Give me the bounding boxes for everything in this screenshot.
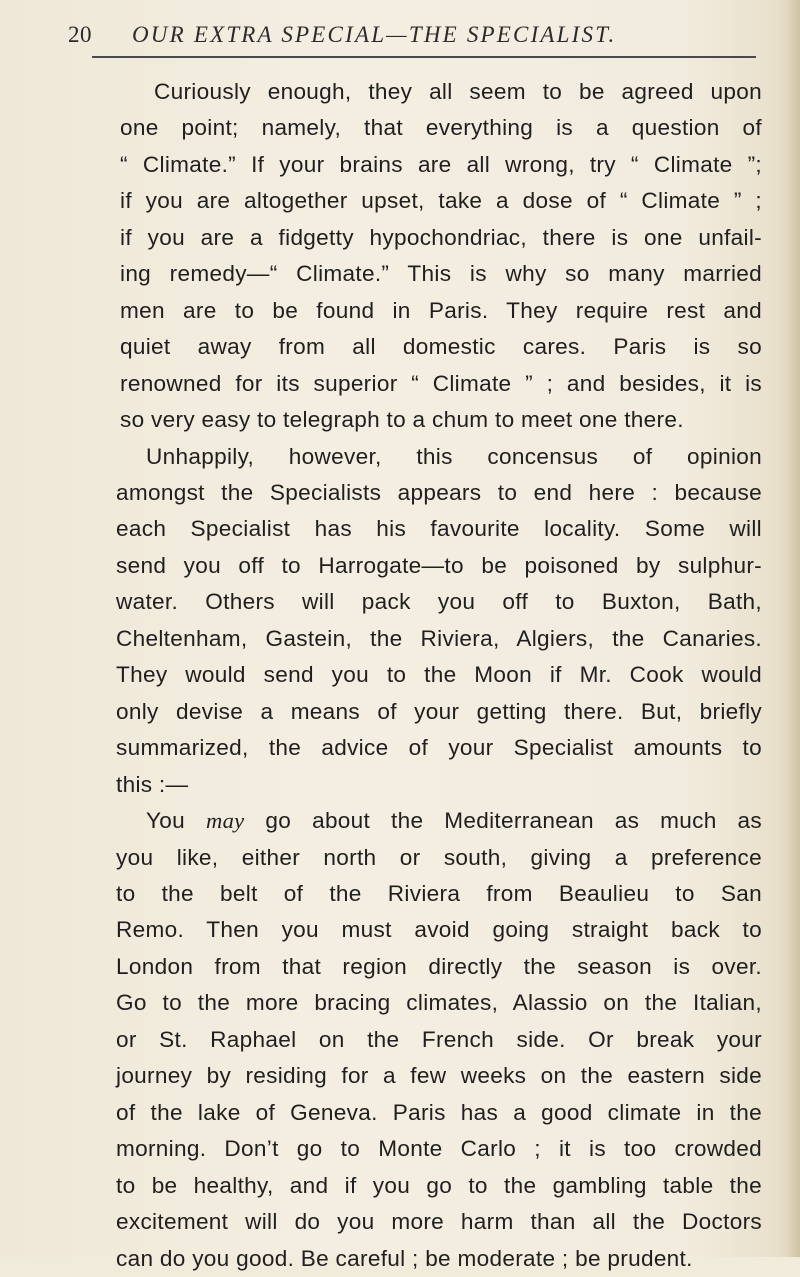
text-line: journey by residing for a few weeks on the eastern side: [116, 1063, 762, 1089]
text-line: excitement will do you more harm than all the Doctors: [116, 1209, 762, 1235]
text-line: renowned for its superior “ Climate ” ; and besides, it is: [120, 370, 762, 396]
text-line: so very easy to telegraph to a chum to meet one there.: [120, 407, 684, 433]
text-line: one point; namely, that everything is a question of: [120, 115, 762, 141]
header-rule: [92, 56, 756, 58]
text-line: or St. Raphael on the French side. Or break your: [116, 1026, 762, 1052]
paragraph-2: [86, 439, 762, 804]
text-line: “ Climate.” If your brains are all wrong, try “ Climate ”;: [120, 151, 762, 177]
text-line: each Specialist has his favourite locality. Some will: [116, 516, 762, 542]
page-edge-shadow: [786, 0, 800, 1257]
running-title: OUR EXTRA SPECIAL—THE SPECIALIST.: [132, 22, 617, 47]
text-line: to be healthy, and if you go to the gambling table the: [116, 1172, 762, 1198]
text-fragment: You: [146, 808, 206, 834]
text-line: amongst the Specialists appears to end here : because: [116, 479, 762, 505]
text-line: Unhappily, however, this concensus of opinion: [146, 443, 762, 469]
text-line: [86, 803, 762, 839]
text-line: morning. Don’t go to Monte Carlo ; it is too crowded: [116, 1136, 762, 1162]
text-line: London from that region directly the season is over.: [116, 953, 762, 979]
text-line: only devise a means of your getting there. But, briefly: [116, 698, 762, 724]
text-line: men are to be found in Paris. They require rest and: [120, 297, 762, 323]
text-fragment: go about the Mediterranean as much as: [244, 808, 762, 834]
paragraph-3: [86, 803, 762, 1277]
text-line: Remo. Then you must avoid going straight back to: [116, 917, 762, 943]
text-line: ing remedy—“ Climate.” This is why so many married: [120, 261, 762, 287]
text-line: if you are altogether upset, take a dose of “ Climate ” ;: [120, 188, 762, 214]
text-line: summarized, the advice of your Specialist amounts to: [116, 735, 762, 761]
text-line: to the belt of the Riviera from Beaulieu to San: [116, 880, 762, 906]
text-line: water. Others will pack you off to Buxton, Bath,: [116, 589, 762, 615]
paragraph-1: [86, 74, 762, 439]
text-line: if you are a fidgetty hypochondriac, there is one unfail-: [120, 224, 762, 250]
text-line: you like, either north or south, giving a preference: [116, 844, 762, 870]
text-line: quiet away from all domestic cares. Paris is so: [120, 334, 762, 360]
text-line: send you off to Harrogate—to be poisoned by sulphur-: [116, 552, 762, 578]
text-line: They would send you to the Moon if Mr. Cook would: [116, 662, 762, 688]
text-line: Go to the more bracing climates, Alassio on the Italian,: [116, 990, 762, 1016]
text-line: can do you good. Be careful ; be moderate ; be prudent.: [116, 1245, 693, 1271]
page-number: 20: [68, 22, 92, 47]
text-line: this :—: [116, 771, 189, 797]
body-text: [86, 74, 762, 1277]
running-head: [68, 22, 768, 52]
text-line: Curiously enough, they all seem to be agreed upon: [154, 79, 762, 104]
text-line: Cheltenham, Gastein, the Riviera, Algiers, the Canaries.: [116, 625, 762, 651]
text-line: of the lake of Geneva. Paris has a good climate in the: [116, 1099, 762, 1125]
emphasis: may: [205, 808, 245, 834]
